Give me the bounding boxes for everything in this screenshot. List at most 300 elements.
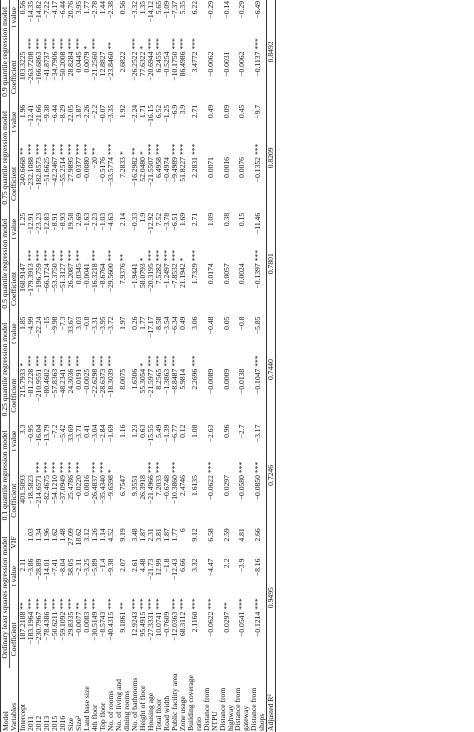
coefficient-cell: −59.1092 bbox=[58, 611, 68, 641]
t-value-cell: −0.8 bbox=[82, 316, 92, 331]
t-value-cell: −1.63 bbox=[82, 212, 92, 231]
variable-name: Public facility area bbox=[169, 673, 179, 731]
variable-name: 2012 bbox=[34, 715, 44, 731]
variable-name: Intercept bbox=[18, 704, 28, 731]
coefficient-cell: 58.0793 bbox=[137, 263, 147, 289]
coefficient-cell: −18.5823 bbox=[26, 475, 36, 505]
significance-cell: *** bbox=[169, 143, 179, 156]
t-value-cell: −13.79 bbox=[42, 424, 52, 446]
t-value-cell: −3.86 bbox=[26, 558, 36, 577]
t-value-cell: 7.52 bbox=[153, 212, 163, 227]
variable-name: Land base size bbox=[82, 686, 92, 731]
t-value-cell: −7.22 bbox=[42, 1, 52, 19]
t-value-cell: 6.52 bbox=[153, 104, 163, 119]
coefficient-cell: −21.5977 bbox=[145, 368, 155, 398]
significance-cell: *** bbox=[90, 38, 100, 50]
coefficient-cell: −10.1750 bbox=[169, 51, 179, 81]
significance-cell: *** bbox=[189, 249, 199, 262]
significance-cell: *** bbox=[145, 598, 155, 610]
t-value-cell: −8.29 bbox=[58, 104, 68, 123]
coefficient-cell: −1.3863 bbox=[161, 368, 171, 394]
significance-cell: *** bbox=[26, 143, 36, 156]
coefficient-cell: −51.6625 bbox=[42, 157, 52, 186]
significance-cell: *** bbox=[177, 598, 187, 610]
coefficient-cell: −0.0220 bbox=[74, 475, 84, 501]
coefficient-cell: −53.3750 bbox=[50, 263, 60, 293]
coefficient-cell: −33.5774 bbox=[105, 157, 115, 186]
coefficient-cell: 0.0191 bbox=[74, 368, 84, 390]
variable-name: 2011 bbox=[26, 716, 36, 731]
t-value-cell: 1.69 bbox=[177, 212, 187, 227]
t-value-cell: 0.12 bbox=[177, 424, 187, 438]
t-value-cell: 0.26 bbox=[129, 316, 139, 330]
t-value-cell: −2.38 bbox=[105, 1, 115, 19]
significance-cell: *** bbox=[145, 355, 155, 367]
t-value-cell: −23.23 bbox=[34, 212, 44, 235]
coefficient-cell: 9.3551 bbox=[129, 475, 139, 496]
vif-cell: 1.62 bbox=[50, 528, 60, 542]
coefficient-cell: 6.7547 bbox=[117, 475, 127, 496]
vif-cell: 2.66 bbox=[253, 528, 263, 542]
coefficient-cell: −20.3195 bbox=[145, 263, 155, 293]
significance-cell: *** bbox=[50, 461, 60, 474]
variable-name: Size² bbox=[74, 715, 84, 731]
t-value-cell: 0.63 bbox=[137, 424, 147, 438]
t-value-cell: −3.71 bbox=[74, 424, 84, 443]
t-value-cell: −4.17 bbox=[50, 1, 60, 19]
t-value-cell: −0.33 bbox=[129, 212, 139, 231]
significance-cell: *** bbox=[153, 461, 163, 474]
t-value-cell: −5.85 bbox=[253, 316, 263, 335]
t-value-cell: 1.85 bbox=[18, 316, 28, 330]
coefficient-cell: −55.2514 bbox=[58, 157, 68, 186]
table-row bbox=[187, 0, 203, 732]
t-value-cell: 0.41 bbox=[82, 424, 92, 438]
significance-cell: *** bbox=[50, 143, 60, 156]
significance-cell bbox=[19, 458, 27, 474]
t-value-cell: −8.93 bbox=[58, 212, 68, 231]
coefficient-cell: −0.0025 bbox=[82, 368, 92, 394]
coefficient-cell: −0.0080 bbox=[82, 157, 92, 183]
significance-cell: *** bbox=[153, 38, 163, 50]
coefficient-cell: −41.8737 bbox=[42, 51, 52, 81]
vif-cell: 3.48 bbox=[129, 528, 139, 542]
coefficient-cell: −20.6944 bbox=[145, 51, 155, 81]
significance-cell: *** bbox=[177, 38, 187, 50]
coefficient-cell: −8.6764 bbox=[98, 263, 107, 289]
significance-cell: *** bbox=[58, 249, 68, 262]
coefficient-cell: 168.9147 bbox=[18, 263, 28, 292]
t-value-cell: 1.96 bbox=[18, 104, 28, 119]
coefficient-cell: 0.0079 bbox=[82, 51, 92, 73]
coefficient-cell: 240.6668 bbox=[18, 157, 28, 186]
coefficient-cell: 0.0016 bbox=[82, 475, 92, 496]
t-value-cell: −9.7 bbox=[253, 104, 263, 119]
t-value-cell: −5.89 bbox=[90, 558, 100, 577]
coefficient-cell: 0.0174 bbox=[205, 263, 215, 285]
t-value-cell: 3.87 bbox=[74, 104, 84, 119]
coefficient-cell: −0.0031 bbox=[221, 51, 231, 77]
t-value-cell: 3.06 bbox=[189, 316, 199, 330]
t-value-cell: −0.29 bbox=[237, 1, 247, 19]
coefficient-cell: −29.5600 bbox=[105, 263, 115, 293]
t-value-cell: −4.47 bbox=[205, 558, 215, 577]
significance-cell: *** bbox=[34, 355, 44, 367]
t-value-cell: 2.61 bbox=[129, 558, 139, 572]
coefficient-cell: 1.6306 bbox=[129, 368, 139, 390]
t-value-cell: 1.16 bbox=[117, 424, 127, 438]
coefficient-cell: −0.0850 bbox=[253, 475, 263, 501]
t-value-cell: −2.7 bbox=[237, 424, 247, 439]
significance-cell: *** bbox=[177, 143, 187, 156]
t-value-cell: 0.09 bbox=[221, 104, 231, 119]
significance-cell: *** bbox=[189, 355, 199, 367]
coefficient-cell: −54.1210 bbox=[50, 475, 60, 505]
coef-header: Coefficient bbox=[9, 483, 19, 518]
significance-cell: *** bbox=[26, 355, 36, 367]
t-value-cell: 33.67 bbox=[66, 316, 76, 334]
t-value-cell: −3.35 bbox=[105, 104, 115, 123]
adjusted-r2-value: 0.7246 bbox=[267, 424, 276, 528]
t-value-cell: −21.73 bbox=[145, 558, 155, 580]
coefficient-cell: −78.4386 bbox=[42, 611, 52, 641]
coefficient-cell: 1.7329 bbox=[189, 263, 199, 285]
adjusted-r2-value: 0.9495 bbox=[267, 527, 276, 668]
t-value-cell: 1.77 bbox=[82, 1, 92, 15]
t-value-cell: −8.16 bbox=[253, 558, 263, 577]
tval-header: t value bbox=[9, 430, 19, 452]
t-value-cell: 0.49 bbox=[177, 316, 187, 330]
t-value-cell: 2.69 bbox=[74, 212, 84, 227]
significance-cell: *** bbox=[50, 249, 60, 262]
coefficient-cell: −0.0089 bbox=[205, 368, 215, 394]
t-value-cell: 22.05 bbox=[66, 104, 76, 122]
t-value-cell: 1.09 bbox=[205, 212, 215, 227]
table-row bbox=[203, 0, 219, 732]
significance-cell: * bbox=[82, 45, 92, 50]
coefficient-cell: −82.4675 bbox=[42, 475, 52, 505]
t-value-cell: 1.25 bbox=[18, 212, 28, 227]
t-value-cell: −7.41 bbox=[50, 558, 60, 577]
adjusted-r2-label: Adjusted R² bbox=[267, 668, 276, 732]
vif-cell: 1.03 bbox=[26, 528, 36, 542]
vif-cell: 9.19 bbox=[117, 528, 127, 542]
coefficient-cell: −1.9441 bbox=[129, 263, 139, 289]
t-value-cell: −6.9 bbox=[169, 104, 179, 119]
significance-cell: *** bbox=[34, 598, 44, 610]
t-value-cell: 12.99 bbox=[153, 558, 163, 576]
coefficient-cell: −16.2982 bbox=[129, 157, 139, 186]
t-value-cell: −16.15 bbox=[145, 104, 155, 127]
coefficient-cell: 55.3054 bbox=[137, 368, 147, 394]
t-value-cell: −21.66 bbox=[34, 104, 44, 127]
t-value-cell: 0.05 bbox=[221, 316, 231, 330]
tval-header: t value bbox=[9, 7, 19, 28]
vif-cell: 27.09 bbox=[66, 528, 76, 546]
coefficient-cell: 0.0297 bbox=[221, 611, 231, 633]
significance-cell: *** bbox=[153, 598, 163, 610]
significance-cell bbox=[219, 458, 235, 474]
t-value-cell: −7.3 bbox=[58, 316, 68, 331]
coefficient-cell: −21.2560 bbox=[90, 51, 100, 81]
significance-cell: *** bbox=[74, 249, 84, 262]
significance-cell: *** bbox=[50, 38, 60, 50]
coefficient-cell: −21.5507 bbox=[145, 157, 155, 186]
coefficient-cell: −0.4974 bbox=[161, 157, 171, 183]
coefficient-cell: −182.8573 bbox=[34, 157, 44, 190]
variable-name: 2015 bbox=[50, 715, 60, 731]
significance-cell bbox=[234, 246, 250, 262]
coefficient-cell: −0.0041 bbox=[82, 263, 92, 289]
significance-cell bbox=[203, 246, 219, 262]
t-value-cell: 0.96 bbox=[221, 424, 231, 438]
significance-cell: *** bbox=[90, 249, 100, 262]
t-value-cell: 1.92 bbox=[117, 104, 127, 119]
variable-name: 4th floor bbox=[90, 704, 100, 731]
significance-cell: *** bbox=[169, 249, 179, 262]
significance-cell: *** bbox=[34, 461, 44, 474]
significance-cell: *** bbox=[129, 598, 139, 610]
variables-column-label: Variables bbox=[9, 702, 19, 731]
significance-cell: *** bbox=[42, 355, 52, 367]
significance-cell: *** bbox=[66, 38, 76, 50]
t-value-cell: −7.37 bbox=[169, 1, 179, 19]
t-value-cell: −3.95 bbox=[98, 316, 107, 335]
significance-cell bbox=[115, 458, 131, 474]
coefficient-cell: −37.0949 bbox=[58, 475, 68, 505]
coefficient-cell: 0.0057 bbox=[221, 263, 231, 285]
t-value-cell: 0.38 bbox=[221, 212, 231, 227]
significance-cell bbox=[234, 35, 250, 51]
coefficient-cell: −0.1352 bbox=[253, 157, 263, 183]
variable-name: No. of living and dining rooms bbox=[113, 679, 131, 731]
coefficient-cell: 103.3225 bbox=[18, 51, 28, 81]
significance-cell: *** bbox=[253, 249, 263, 262]
t-value-cell: 3.32 bbox=[189, 558, 199, 572]
significance-cell bbox=[234, 140, 250, 156]
significance-cell: *** bbox=[105, 249, 115, 262]
significance-cell: *** bbox=[90, 461, 100, 474]
t-value-cell: 0.56 bbox=[18, 1, 28, 15]
significance-cell bbox=[219, 246, 235, 262]
coefficient-cell: 0.0377 bbox=[74, 157, 84, 178]
t-value-cell: −4.99 bbox=[26, 316, 36, 335]
significance-cell: *** bbox=[98, 355, 107, 367]
coefficient-cell: 9.1861 bbox=[117, 611, 127, 633]
coefficient-cell: −35.4340 bbox=[98, 475, 107, 505]
t-value-cell: 5.49 bbox=[153, 424, 163, 438]
significance-cell bbox=[179, 352, 187, 368]
coefficient-cell: −9.6598 bbox=[105, 475, 115, 501]
significance-cell: *** bbox=[145, 38, 155, 50]
significance-cell: ** bbox=[105, 42, 115, 50]
t-value-cell: 58.05 bbox=[66, 558, 76, 576]
model-header-q025: 0.25 quantile regression model bbox=[1, 316, 10, 424]
coefficient-cell: 2.4746 bbox=[177, 475, 187, 496]
significance-cell: * bbox=[137, 362, 147, 367]
t-value-cell: −3.31 bbox=[90, 316, 100, 335]
coefficient-cell: −8.8487 bbox=[169, 368, 179, 394]
coefficient-cell: 24.3036 bbox=[66, 368, 76, 394]
coef-header: Coefficient bbox=[9, 166, 19, 201]
vif-cell: 6.58 bbox=[205, 528, 215, 542]
coefficient-cell: −0.0622 bbox=[205, 611, 215, 637]
significance-cell: *** bbox=[42, 249, 52, 262]
coefficient-cell: −0.0580 bbox=[237, 475, 247, 501]
significance-cell: *** bbox=[42, 143, 52, 156]
t-value-cell: −12.91 bbox=[26, 212, 36, 235]
coefficient-cell: 27.9895 bbox=[66, 157, 76, 182]
t-value-cell: 20.76 bbox=[66, 1, 76, 19]
coefficient-cell: 26.2087 bbox=[66, 263, 76, 289]
t-value-cell: 4.48 bbox=[137, 558, 147, 572]
t-value-cell: −14.12 bbox=[145, 1, 155, 23]
variable-name: Distance from NTPU bbox=[201, 687, 219, 731]
coefficient-cell: −66.1724 bbox=[42, 263, 52, 293]
t-value-cell: −28.89 bbox=[34, 558, 44, 580]
t-value-cell: 2.2 bbox=[221, 558, 231, 569]
t-value-cell: 1.97 bbox=[117, 316, 127, 330]
significance-cell: *** bbox=[253, 461, 263, 474]
significance-cell: ** bbox=[74, 602, 84, 610]
significance-cell: * bbox=[137, 151, 147, 156]
t-value-cell: 2.14 bbox=[117, 212, 127, 227]
t-value-cell: −2.2 bbox=[90, 104, 100, 119]
coefficient-cell: 0.0083 bbox=[82, 611, 92, 633]
t-value-cell: −16.04 bbox=[34, 424, 44, 446]
significance-cell: *** bbox=[98, 461, 107, 474]
t-value-cell: −9.98 bbox=[50, 316, 60, 335]
significance-cell: *** bbox=[58, 598, 68, 610]
coefficient-cell: −20 bbox=[90, 157, 100, 169]
t-value-cell: −6.44 bbox=[58, 1, 68, 19]
significance-cell: *** bbox=[90, 598, 100, 610]
t-value-cell: 8.58 bbox=[153, 316, 163, 330]
significance-cell bbox=[203, 352, 219, 368]
table-row bbox=[250, 0, 266, 732]
significance-cell: *** bbox=[169, 598, 179, 610]
t-value-cell: −9.38 bbox=[42, 104, 52, 123]
coefficient-cell: 26.3918 bbox=[137, 475, 147, 500]
t-value-cell: −1.03 bbox=[98, 212, 107, 231]
t-value-cell: −12.83 bbox=[42, 212, 52, 235]
t-value-cell: −1.25 bbox=[161, 104, 171, 123]
coefficient-cell: −8.5743 bbox=[98, 611, 107, 637]
significance-cell bbox=[219, 140, 235, 156]
t-value-cell: 1.23 bbox=[129, 424, 139, 438]
t-value-cell: 3.95 bbox=[74, 1, 84, 15]
t-value-cell: −12.41 bbox=[26, 104, 36, 127]
variable-name: Height of floor bbox=[137, 685, 147, 731]
significance-cell: *** bbox=[82, 143, 92, 156]
coefficient-cell: −48.2341 bbox=[58, 368, 68, 398]
coefficient-cell: −81.2228 bbox=[26, 368, 36, 398]
variable-name: Building coverage ratio bbox=[185, 675, 203, 731]
t-value-cell: 3.3 bbox=[18, 424, 28, 435]
vif-cell: 3.81 bbox=[153, 528, 163, 542]
significance-cell: *** bbox=[50, 355, 60, 367]
significance-cell: *** bbox=[153, 143, 163, 156]
significance-cell: *** bbox=[42, 598, 52, 610]
t-value-cell: −1.09 bbox=[161, 1, 171, 19]
variable-name: 2016 bbox=[58, 715, 68, 731]
t-value-cell: −7.2 bbox=[50, 424, 60, 439]
coefficient-cell: 401.5093 bbox=[18, 475, 28, 504]
significance-cell: *** bbox=[58, 355, 68, 367]
vif-cell: 2.31 bbox=[145, 528, 155, 542]
coefficient-cell: −10.3860 bbox=[169, 475, 179, 505]
significance-cell: *** bbox=[253, 355, 263, 367]
significance-cell: *** bbox=[137, 598, 147, 610]
t-value-cell: 19.58 bbox=[66, 212, 76, 230]
coefficient-cell: −80.4602 bbox=[42, 368, 52, 398]
coefficient-cell: −0.1137 bbox=[253, 51, 263, 77]
significance-cell: *** bbox=[189, 143, 199, 156]
t-value-cell: 0.15 bbox=[237, 212, 247, 227]
significance-cell: *** bbox=[189, 598, 199, 610]
significance-cell bbox=[203, 140, 219, 156]
t-value-cell: 1.35 bbox=[137, 1, 147, 15]
significance-cell: *** bbox=[50, 598, 60, 610]
t-value-cell: −12.92 bbox=[145, 212, 155, 235]
vif-cell: 18.62 bbox=[74, 528, 84, 546]
t-value-cell: −3.25 bbox=[82, 558, 92, 577]
coefficient-cell: 29.8335 bbox=[66, 611, 76, 637]
t-value-cell: −3.32 bbox=[129, 1, 139, 19]
model-header-q01: 0.1 quantile regression model bbox=[1, 424, 10, 528]
coefficient-cell: −27.3331 bbox=[145, 611, 155, 641]
t-value-cell: −0.48 bbox=[205, 316, 215, 335]
coefficient-cell: 2.1160 bbox=[189, 611, 199, 633]
coefficient-cell: 6.4958 bbox=[153, 157, 163, 178]
vif-cell: 1.77 bbox=[169, 528, 179, 542]
coefficient-cell: −210.9551 bbox=[34, 368, 44, 402]
significance-cell: *** bbox=[189, 38, 199, 50]
significance-cell: *** bbox=[105, 598, 115, 610]
coefficient-cell: 215.7933 bbox=[18, 368, 28, 398]
coefficient-cell: 0.0297 bbox=[221, 475, 231, 496]
significance-cell: *** bbox=[82, 598, 92, 610]
significance-cell: *** bbox=[74, 461, 84, 474]
t-value-cell: 6.22 bbox=[189, 1, 199, 15]
coefficient-cell: −0.1397 bbox=[253, 263, 263, 289]
t-value-cell: 3.03 bbox=[74, 316, 84, 330]
significance-cell: *** bbox=[145, 143, 155, 156]
coefficient-cell: −34.7906 bbox=[50, 51, 60, 81]
significance-cell bbox=[234, 352, 250, 368]
coefficient-cell: 77.6322 bbox=[137, 51, 147, 77]
coefficient-cell: −214.6571 bbox=[34, 475, 44, 508]
coefficient-cell: −0.0077 bbox=[74, 611, 84, 637]
t-value-cell: −6.77 bbox=[169, 424, 179, 443]
significance-cell: * bbox=[18, 362, 28, 367]
coefficient-cell: 2.2831 bbox=[189, 157, 199, 178]
adjusted-r2-row bbox=[267, 0, 276, 732]
model-header-q075: 0.75 quantile regression model bbox=[1, 104, 10, 212]
vif-cell: 9.12 bbox=[189, 528, 199, 542]
variable-name: Distance from highway bbox=[217, 687, 235, 731]
variable-name: 2013 bbox=[42, 715, 52, 731]
t-value-cell: −14.01 bbox=[42, 558, 52, 580]
coefficient-cell: −0.6748 bbox=[161, 475, 171, 501]
t-value-cell: −3.9 bbox=[237, 558, 247, 573]
vif-cell: 4.52 bbox=[105, 528, 115, 542]
tval-header: t value bbox=[9, 323, 19, 344]
adjusted-r2-value: 0.8209 bbox=[267, 104, 276, 212]
t-value-cell: −2.26 bbox=[82, 104, 92, 123]
t-value-cell: −2.63 bbox=[205, 424, 215, 443]
t-value-cell: −0.8 bbox=[237, 316, 247, 331]
